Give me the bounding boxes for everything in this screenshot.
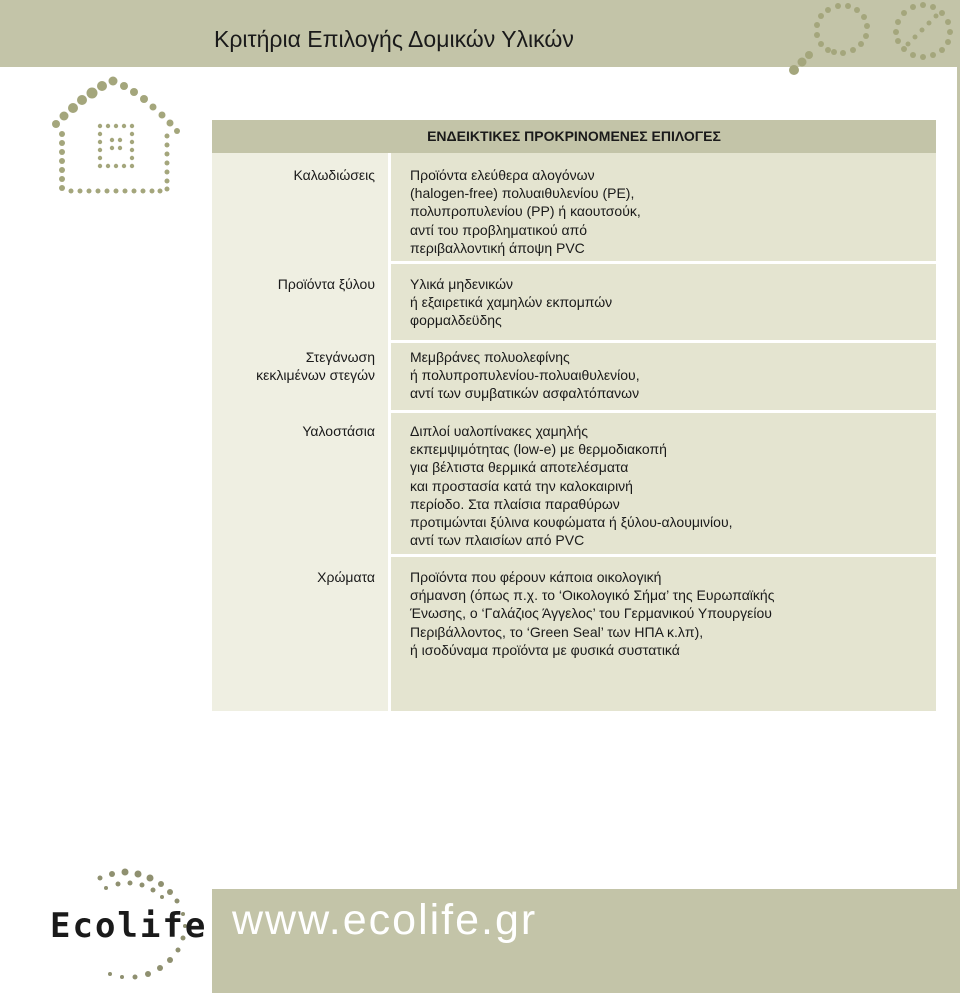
row-divider [391,554,936,557]
row-label-roof-waterproofing: Στεγάνωση κεκλιμένων στεγών [256,349,375,383]
magnifier-dots-icon [788,2,960,80]
row-divider [391,340,936,343]
website-url: www.ecolife.gr [232,896,538,944]
row-divider [391,261,936,264]
row-label-cabling: Καλωδιώσεις [293,167,375,183]
row-label-paints: Χρώματα [317,569,375,585]
table-header: ΕΝΔΕΙΚΤΙΚΕΣ ΠΡΟΚΡΙΝΟΜΕΝΕΣ ΕΠΙΛΟΓΕΣ [212,120,936,153]
ecolife-logo [40,866,210,986]
row-value-wood-products: Υλικά μηδενικών ή εξαιρετικά χαμηλών εκπομπών φορμαλδεϋδης [410,276,613,329]
row-divider [391,410,936,413]
house-dots-icon [52,76,182,196]
row-label-glazing: Υαλοστάσια [302,423,375,439]
logo-wordmark: Ecolife [50,906,208,946]
row-value-roof-waterproofing: Μεμβράνες πολυολεφίνης ή πολυπροπυλενίου-πολυαιθυλενίου, αντί των συμβατικών ασφαλτόπανων [410,349,640,402]
row-value-glazing: Διπλοί υαλοπίνακες χαμηλής εκπεμψιμότητας (low-e) με θερμοδιακοπή για βέλτιστα θερμικά αποτελέσματα και προστασία κατά την καλοκαιρινή περίοδο. Στα πλαίσια παραθύρων προτιμώνται ξύλινα κουφώματα ή ξύλου-αλουμινίου, αντί των πλαισίων από PVC [410,423,733,549]
column-divider [388,153,391,711]
page-title: Κριτήρια Επιλογής Δομικών Υλικών [214,26,574,52]
row-value-paints: Προϊόντα που φέρουν κάποια οικολογική σήμανση (όπως π.χ. το ‘Οικολογικό Σήμα’ της Ευρωπαϊκής Ένωσης, ο ‘Γαλάζιος Άγγελος’ του Γερμανικού Υπουργείου Περιβάλλοντος, το ‘Green Seal’ των ΗΠΑ κ.λπ), ή ισοδύναμα προϊόντα με φυσικά συστατικά [410,569,775,658]
criteria-table [212,120,936,711]
row-label-wood-products: Προϊόντα ξύλου [277,276,375,292]
row-value-cabling: Προϊόντα ελεύθερα αλογόνων (halogen-free) πολυαιθυλενίου (PE), πολυπροπυλενίου (PP) ή καουτσούκ, αντί του προβληματικού από περιβαλλοντική άποψη PVC [410,167,641,256]
